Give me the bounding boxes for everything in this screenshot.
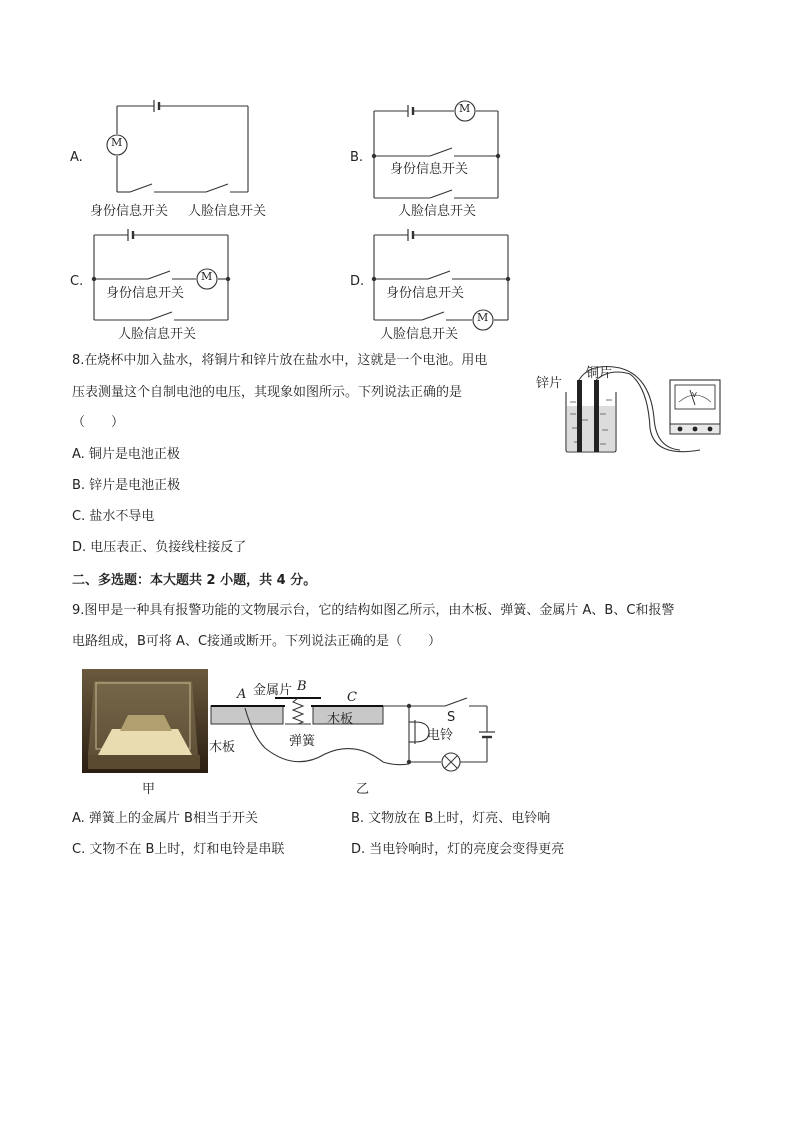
label-id-switch-d: 身份信息开关: [386, 286, 465, 301]
q7-option-b: [350, 98, 530, 220]
label-face-switch-b: 人脸信息开关: [398, 204, 477, 219]
option-letter-d: D.: [350, 274, 365, 289]
option-letter-a: A.: [70, 150, 83, 165]
q8-stem-line3: （ ）: [72, 415, 125, 430]
label-zinc: 锌片: [536, 376, 563, 391]
q8-option-a: A. 铜片是电池正极: [72, 447, 180, 462]
q8-stem-line1: 8.在烧杯中加入盐水，将铜片和锌片放在盐水中，这就是一个电池。用电: [72, 353, 488, 368]
option-letter-b: B.: [350, 150, 364, 165]
q9-option-d: D. 当电铃响时，灯的亮度会变得更亮: [351, 842, 565, 857]
motor-symbol-d: M: [477, 311, 489, 324]
q9-option-c: C. 文物不在 B上时，灯和电铃是串联: [72, 842, 285, 857]
label-metal: 金属片: [253, 683, 293, 698]
q7-option-c: [70, 226, 250, 348]
alarm-structure-diagram: [205, 676, 505, 776]
q7-option-a: [70, 98, 290, 220]
q9-option-b: B. 文物放在 B上时，灯亮、电铃响: [351, 811, 551, 826]
label-a: A: [237, 687, 247, 702]
motor-symbol-c: M: [201, 270, 213, 283]
q9-stem-line2: 电路组成，B可将 A、C接通或断开。下列说法正确的是（ ）: [72, 634, 442, 649]
label-spring: 弹簧: [289, 734, 316, 749]
q8-option-d: D. 电压表正、负接线柱接反了: [72, 540, 247, 555]
label-copper: 铜片: [586, 366, 613, 381]
caption-jia: 甲: [142, 782, 156, 797]
q8-stem-line2: 压表测量这个自制电池的电压，其现象如图所示。下列说法正确的是: [72, 385, 463, 400]
caption-yi: 乙: [356, 782, 370, 797]
label-wood-top: 木板: [327, 712, 354, 727]
label-id-switch-b: 身份信息开关: [390, 162, 469, 177]
label-b: B: [297, 679, 307, 694]
motor-symbol-b: M: [459, 102, 471, 115]
display-case-illustration: [82, 669, 208, 773]
label-switch: S: [447, 710, 456, 725]
q8-option-c: C. 盐水不导电: [72, 509, 155, 524]
label-face-switch-c: 人脸信息开关: [118, 327, 197, 342]
label-id-switch-a: 身份信息开关: [90, 204, 169, 219]
label-face-switch-d: 人脸信息开关: [380, 327, 459, 342]
label-wood-left: 木板: [209, 740, 236, 755]
q8-figure: [530, 358, 730, 460]
section-heading: 二、多选题：本大题共 2 小题，共 4 分。: [72, 573, 317, 588]
display-case-photo: [82, 669, 208, 773]
q8-option-b: B. 锌片是电池正极: [72, 478, 181, 493]
label-face-switch-a: 人脸信息开关: [188, 204, 267, 219]
option-letter-c: C.: [70, 274, 84, 289]
label-id-switch-c: 身份信息开关: [106, 286, 185, 301]
q7-option-d: [350, 226, 530, 348]
motor-symbol-a: M: [111, 136, 123, 149]
q9-option-a: A. 弹簧上的金属片 B相当于开关: [72, 811, 258, 826]
label-bell: 电铃: [427, 728, 454, 743]
meter-unit: V: [692, 391, 697, 399]
q9-stem-line1: 9.图甲是一种具有报警功能的文物展示台，它的结构如图乙所示，由木板、弹簧、金属片 A、B、C和报警: [72, 603, 675, 618]
label-c: C: [347, 690, 357, 705]
